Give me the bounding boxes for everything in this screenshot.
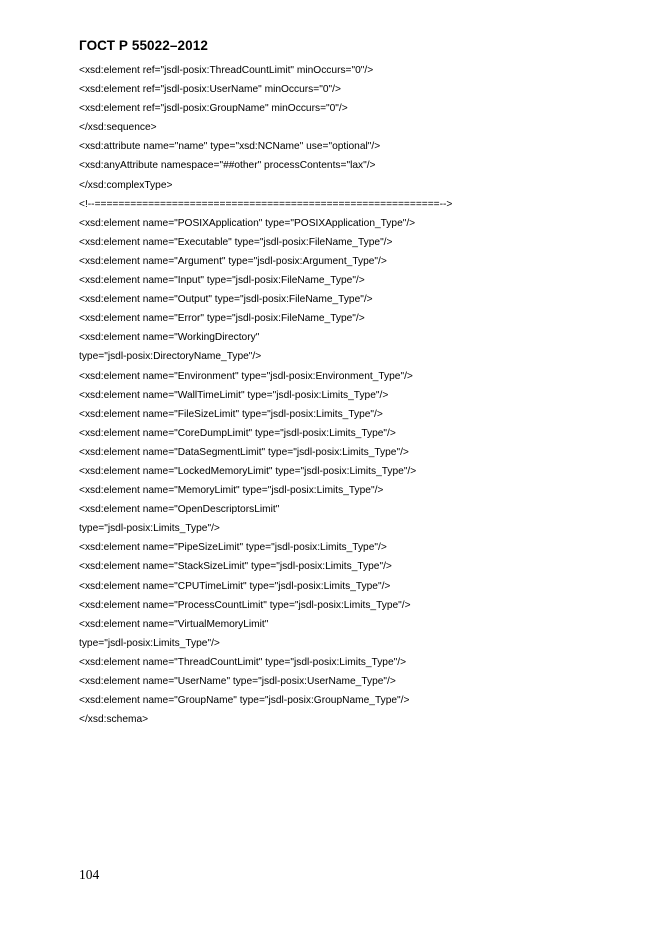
code-line: </xsd:schema> [79,714,149,726]
code-line: </xsd:sequence> [79,122,157,134]
code-line: <xsd:element name="ProcessCountLimit" type="jsdl-posix:Limits_Type"/> [79,599,411,611]
code-line: <xsd:element name="Executable" type="jsdl-posix:FileName_Type"/> [79,236,393,248]
code-line: <xsd:element name="StackSizeLimit" type="jsdl-posix:Limits_Type"/> [79,561,392,573]
code-line: <xsd:element name="Output" type="jsdl-posix:FileName_Type"/> [79,294,373,306]
page-number: 104 [79,867,100,882]
code-line: <xsd:element name="CPUTimeLimit" type="jsdl-posix:Limits_Type"/> [79,580,391,592]
code-line: <xsd:element name="LockedMemoryLimit" type="jsdl-posix:Limits_Type"/> [79,465,417,477]
code-line: <xsd:element name="MemoryLimit" type="jsdl-posix:Limits_Type"/> [79,485,384,497]
code-line: type="jsdl-posix:DirectoryName_Type"/> [79,351,262,363]
document-header: ГОСТ Р 55022–2012 [79,38,208,53]
code-line: type="jsdl-posix:Limits_Type"/> [79,637,220,649]
code-line: <xsd:anyAttribute namespace="##other" processContents="lax"/> [79,160,376,172]
code-line: <xsd:element name="CoreDumpLimit" type="jsdl-posix:Limits_Type"/> [79,427,396,439]
code-line: </xsd:complexType> [79,179,173,191]
code-line: <xsd:attribute name="name" type="xsd:NCName" use="optional"/> [79,141,381,153]
code-line: <xsd:element name="WallTimeLimit" type="jsdl-posix:Limits_Type"/> [79,389,389,401]
code-line: <xsd:element name="POSIXApplication" type="POSIXApplication_Type"/> [79,217,416,229]
code-line: <xsd:element name="Input" type="jsdl-posix:FileName_Type"/> [79,275,365,287]
code-line: <xsd:element ref="jsdl-posix:UserName" minOccurs="0"/> [79,84,341,96]
code-line: <xsd:element name="Error" type="jsdl-posix:FileName_Type"/> [79,313,365,325]
code-line: <xsd:element ref="jsdl-posix:GroupName" minOccurs="0"/> [79,103,348,115]
code-line: <xsd:element name="FileSizeLimit" type="jsdl-posix:Limits_Type"/> [79,408,383,420]
code-line: <xsd:element name="PipeSizeLimit" type="jsdl-posix:Limits_Type"/> [79,542,387,554]
code-line: <xsd:element name="UserName" type="jsdl-posix:UserName_Type"/> [79,676,396,687]
code-line: <xsd:element name="VirtualMemoryLimit" [79,618,269,630]
xsd-code-listing [79,61,452,729]
code-line: <xsd:element name="Environment" type="jsdl-posix:Environment_Type"/> [79,370,413,382]
code-line: <xsd:element ref="jsdl-posix:ThreadCountLimit" minOccurs="0"/> [79,65,374,76]
code-line: <xsd:element name="WorkingDirectory" [79,332,260,344]
code-line: <xsd:element name="DataSegmentLimit" type="jsdl-posix:Limits_Type"/> [79,446,409,458]
code-line: <xsd:element name="ThreadCountLimit" type="jsdl-posix:Limits_Type"/> [79,656,407,668]
code-line: <xsd:element name="GroupName" type="jsdl-posix:GroupName_Type"/> [79,695,410,707]
code-line: type="jsdl-posix:Limits_Type"/> [79,523,220,535]
code-line: <xsd:element name="Argument" type="jsdl-posix:Argument_Type"/> [79,255,387,267]
code-comment-separator: <!--==========================================================--> [79,198,453,210]
code-line: <xsd:element name="OpenDescriptorsLimit" [79,504,280,516]
